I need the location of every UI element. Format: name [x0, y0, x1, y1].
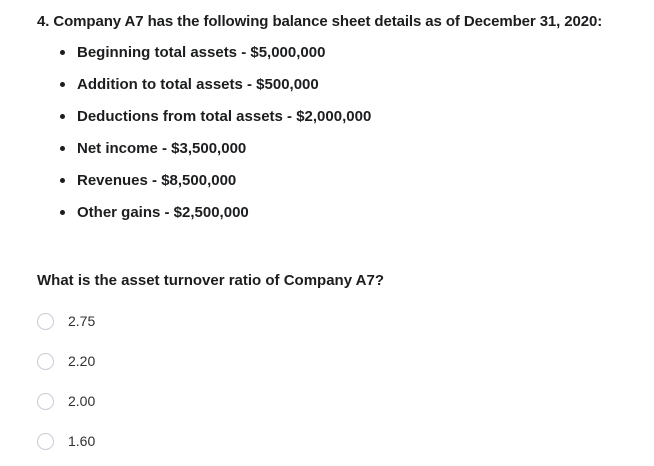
answer-option[interactable] [37, 350, 95, 372]
detail-text: Net income - $3,500,000 [77, 139, 247, 157]
detail-item [60, 74, 319, 94]
bullet-icon [60, 146, 65, 151]
detail-text: Beginning total assets - $5,000,000 [77, 43, 326, 61]
detail-item [60, 202, 249, 222]
radio-button[interactable] [37, 313, 54, 330]
detail-text: Revenues - $8,500,000 [77, 171, 237, 189]
detail-text: Deductions from total assets - $2,000,000 [77, 107, 372, 125]
answer-option-label: 2.20 [68, 353, 96, 369]
question-prompt: What is the asset turnover ratio of Company A7? [37, 272, 384, 289]
question-header: 4. Company A7 has the following balance sheet details as of December 31, 2020: [37, 13, 603, 30]
bullet-icon [60, 82, 65, 87]
answer-option[interactable] [37, 310, 95, 332]
bullet-icon [60, 210, 65, 215]
answer-option-label: 1.60 [68, 433, 96, 449]
bullet-icon [60, 50, 65, 55]
detail-item [60, 138, 246, 158]
detail-item [60, 170, 236, 190]
radio-button[interactable] [37, 393, 54, 410]
radio-button[interactable] [37, 433, 54, 450]
detail-item [60, 42, 325, 62]
detail-text: Addition to total assets - $500,000 [77, 75, 319, 93]
bullet-icon [60, 178, 65, 183]
detail-item [60, 106, 371, 126]
answer-option[interactable] [37, 430, 95, 452]
radio-button[interactable] [37, 353, 54, 370]
answer-option-label: 2.75 [68, 313, 96, 329]
bullet-icon [60, 114, 65, 119]
answer-option-label: 2.00 [68, 393, 96, 409]
detail-text: Other gains - $2,500,000 [77, 203, 249, 221]
answer-option[interactable] [37, 390, 95, 412]
